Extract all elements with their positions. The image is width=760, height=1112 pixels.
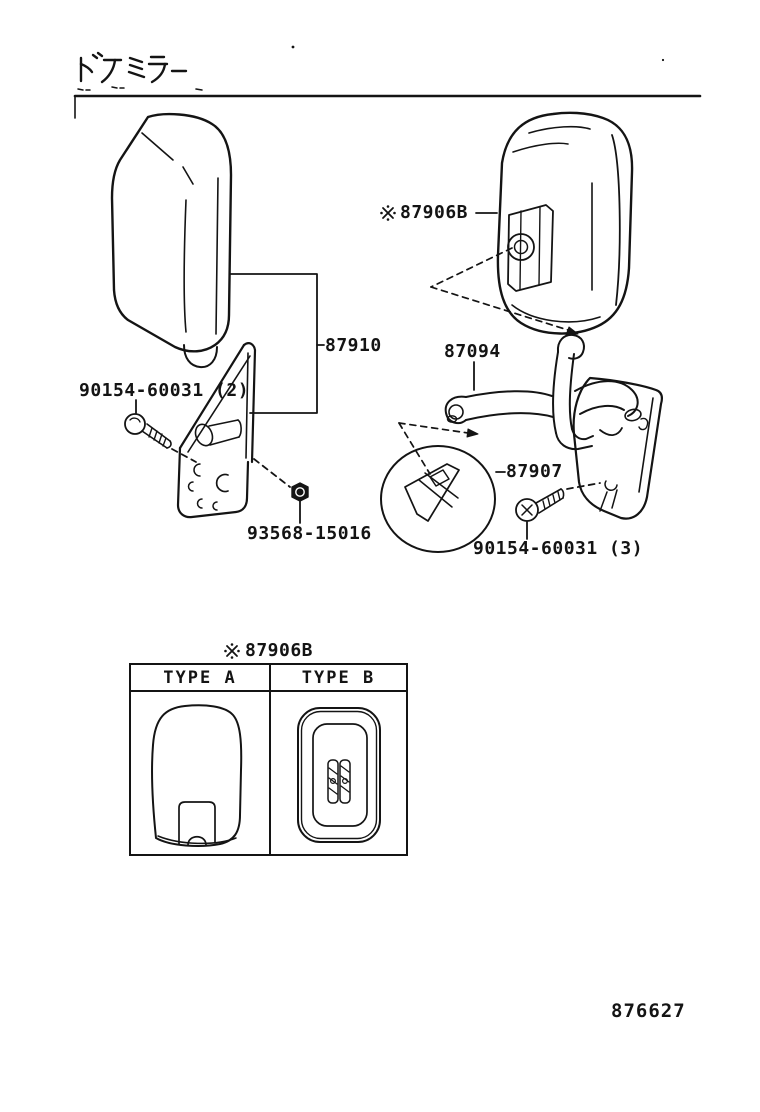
reference-mark-icon xyxy=(224,643,240,659)
part-label-mirror-assembly xyxy=(325,337,382,355)
mirror-arm-art xyxy=(446,335,662,519)
clip-detail-art xyxy=(381,423,505,552)
part-label-screw-rear xyxy=(473,540,643,558)
variant-table-header-type-b: TYPE B xyxy=(301,667,376,688)
variant-table-title xyxy=(224,640,313,661)
part-label-mirror-arm xyxy=(444,343,501,361)
part-number: 87907 xyxy=(506,461,563,482)
reference-mark-icon xyxy=(380,205,396,221)
page-title-text xyxy=(74,55,174,81)
part-number: 93568-15016 xyxy=(247,523,372,544)
variant-table-cell-type-a xyxy=(131,692,271,854)
part-number: 90154-60031 (2) xyxy=(79,380,250,401)
left-mirror-assembly-art xyxy=(112,114,324,523)
page-title xyxy=(74,55,194,85)
part-number: 87094 xyxy=(444,341,501,362)
variant-table-title-number: 87906B xyxy=(245,640,314,661)
variant-table-header xyxy=(131,665,406,692)
rear-screw-art xyxy=(516,483,600,539)
part-label-mirror-head xyxy=(380,204,468,222)
part-label-nut xyxy=(247,525,372,543)
part-number: 90154-60031 (3) xyxy=(473,538,644,559)
part-label-screw-front xyxy=(79,382,249,400)
variant-table xyxy=(129,663,408,856)
right-mirror-head-art xyxy=(431,113,632,335)
figure-number: 876627 xyxy=(611,1000,686,1022)
variant-table-cell-type-b xyxy=(271,692,406,854)
variant-table-header-type-a: TYPE A xyxy=(131,665,271,690)
part-label-clip-detail xyxy=(506,463,563,481)
part-number: 87906B xyxy=(400,202,469,223)
part-number: 87910 xyxy=(325,335,382,356)
variant-table-body xyxy=(131,692,406,854)
